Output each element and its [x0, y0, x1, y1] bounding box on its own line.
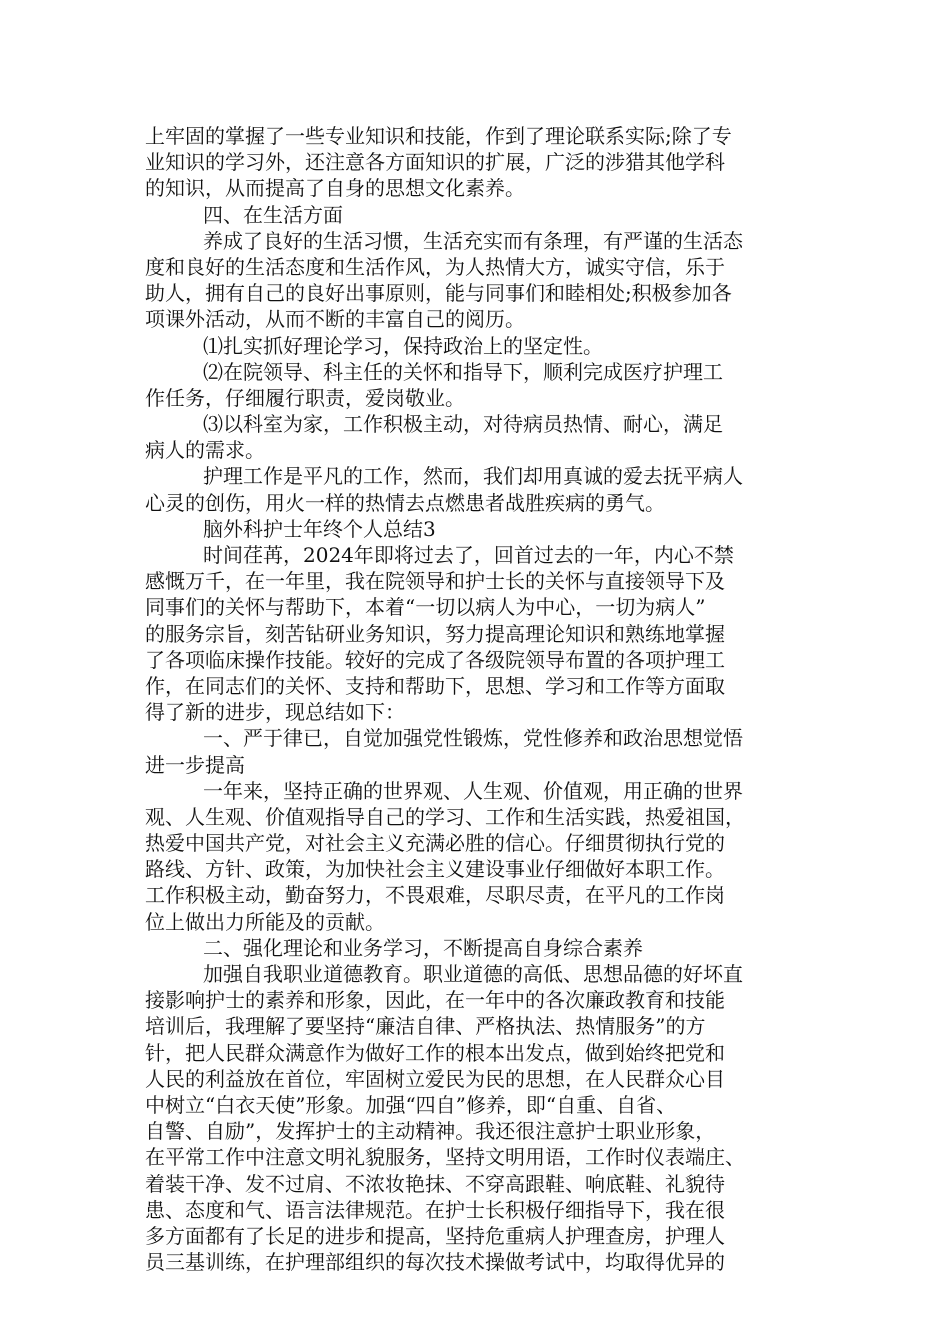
text-line: 护理工作是平凡的工作，然而，我们却用真诚的爱去抚平病人 — [203, 464, 743, 489]
text-line: 路线、方针、政策，为加快社会主义建设事业仔细做好本职工作。 — [145, 857, 725, 882]
text-line: 的知识，从而提高了自身的思想文化素养。 — [145, 176, 525, 201]
text-line: 进一步提高 — [145, 752, 245, 777]
text-line: 多方面都有了长足的进步和提高，坚持危重病人护理查房，护理人 — [145, 1223, 725, 1248]
text-line: 工作积极主动，勤奋努力，不畏艰难，尽职尽责，在平凡的工作岗 — [145, 883, 725, 908]
text-line: 培训后，我理解了要坚持“廉洁自律、严格执法、热情服务”的方 — [145, 1014, 706, 1039]
text-line: ⑵在院领导、科主任的关怀和指导下，顺利完成医疗护理工 — [203, 359, 723, 384]
text-line: 针，把人民群众满意作为做好工作的根本出发点，做到始终把党和 — [145, 1040, 725, 1065]
text-line: 四、在生活方面 — [203, 202, 343, 227]
text-line: 加强自我职业道德教育。职业道德的高低、思想品德的好坏直 — [203, 962, 743, 986]
text-line: 感慨万千，在一年里，我在院领导和护士长的关怀与直接领导下及 — [145, 569, 725, 594]
text-line: ⑴扎实抓好理论学习，保持政治上的坚定性。 — [203, 333, 603, 358]
text-line: 同事们的关怀与帮助下，本着“一切以病人为中心，一切为病人” — [145, 595, 706, 620]
text-line: 着装干净、发不过肩、不浓妆艳抹、不穿高跟鞋、响底鞋、礼貌待 — [145, 1171, 725, 1196]
text-line: 在平常工作中注意文明礼貌服务，坚持文明用语，工作时仪表端庄、 — [145, 1145, 745, 1170]
text-line: 观、人生观、价值观指导自己的学习、工作和生活实践，热爱祖国， — [145, 804, 745, 829]
text-line: 的服务宗旨，刻苦钻研业务知识，努力提高理论知识和熟练地掌握 — [145, 621, 725, 646]
text-line: 患、态度和气、语言法律规范。在护士长积极仔细指导下，我在很 — [145, 1197, 725, 1222]
text-line: 时间荏苒，2024年即将过去了，回首过去的一年，内心不禁 — [203, 543, 734, 567]
text-line: 人民的利益放在首位，牢固树立爱民为民的思想，在人民群众心目 — [145, 1066, 725, 1091]
text-line: 中树立“白衣天使”形象。加强“四自”修养，即“自重、自省、 — [145, 1092, 677, 1117]
text-line: 上牢固的掌握了一些专业知识和技能，作到了理论联系实际;除了专 — [145, 124, 732, 148]
text-line: 位上做出力所能及的贡献。 — [145, 909, 385, 934]
text-line: 二、强化理论和业务学习，不断提高自身综合素养 — [203, 935, 643, 960]
text-line: 员三基训练，在护理部组织的每次技术操做考试中，均取得优异的 — [145, 1250, 725, 1275]
text-line: 自警、自励”，发挥护士的主动精神。我还很注意护士职业形象， — [145, 1119, 716, 1144]
text-line: 了各项临床操作技能。较好的完成了各级院领导布置的各项护理工 — [145, 647, 725, 672]
text-line: 热爱中国共产党，对社会主义充满必胜的信心。仔细贯彻执行党的 — [145, 831, 725, 856]
text-line: 一年来，坚持正确的世界观、人生观、价值观，用正确的世界 — [203, 778, 743, 803]
text-line: 一、严于律已，自觉加强党性锻炼，党性修养和政治思想觉悟 — [203, 726, 743, 751]
text-line: 接影响护士的素养和形象，因此，在一年中的各次廉政教育和技能 — [145, 988, 725, 1013]
document-page — [145, 123, 810, 1275]
text-line: 养成了良好的生活习惯，生活充实而有条理，有严谨的生活态 — [203, 228, 743, 253]
text-line: 脑外科护士年终个人总结3 — [203, 516, 436, 541]
text-line: ⑶以科室为家，工作积极主动，对待病员热情、耐心，满足 — [203, 412, 723, 437]
text-line: 项课外活动，从而不断的丰富自己的阅历。 — [145, 307, 525, 332]
text-line: 作，在同志们的关怀、支持和帮助下，思想、学习和工作等方面取 — [145, 673, 725, 698]
text-line: 度和良好的生活态度和生活作风，为人热情大方，诚实守信，乐于 — [145, 254, 725, 279]
text-line: 得了新的进步，现总结如下： — [145, 700, 405, 725]
text-line: 作任务，仔细履行职责，爱岗敬业。 — [145, 385, 465, 410]
text-line: 心灵的创伤，用火一样的热情去点燃患者战胜疾病的勇气。 — [145, 490, 665, 515]
text-line: 病人的需求。 — [145, 438, 265, 463]
text-line: 助人，拥有自己的良好出事原则，能与同事们和睦相处;积极参加各 — [145, 281, 732, 306]
text-line: 业知识的学习外，还注意各方面知识的扩展，广泛的涉猎其他学科 — [145, 150, 725, 175]
